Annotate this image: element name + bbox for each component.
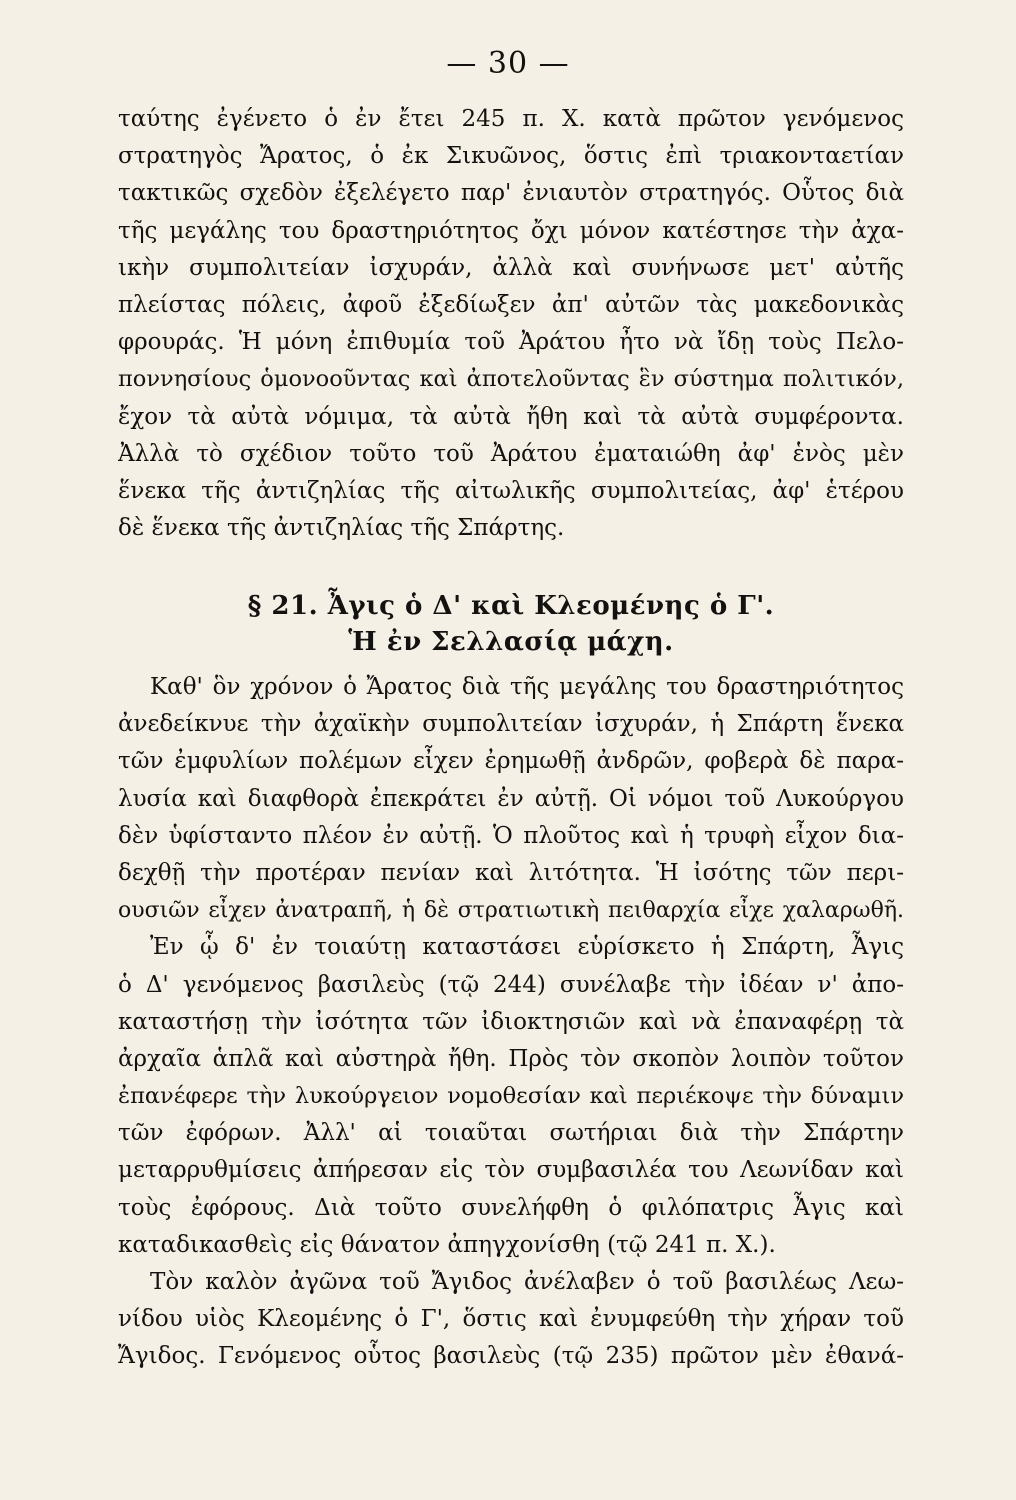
text-line: τακτικῶς σχεδὸν ἐξελέγετο παρ' ἐνιαυτὸν στρατηγός. Οὗτος διὰ [118, 180, 904, 207]
text-line: στρατηγὸς Ἄρατος, ὁ ἐκ Σικυῶνος, ὅστις ἐπὶ τριακονταετίαν [118, 143, 904, 170]
text-line: Καθ' ὃν χρόνον ὁ Ἄρατος διὰ τῆς μεγάλης του δραστηριότητος [150, 674, 904, 700]
text-line: Ἀλλὰ τὸ σχέδιον τοῦτο τοῦ Ἀράτου ἐματαιώθη ἀφ' ἑνὸς μὲν [118, 440, 904, 467]
text-line: Ἐν ᾧ δ' ἐν τοιαύτῃ καταστάσει εὑρίσκετο ἡ Σπάρτη, Ἆγις [150, 934, 904, 961]
section-heading-subtitle: Ἡ ἐν Σελλασίᾳ μάχη. [348, 627, 674, 657]
text-line: δὲν ὑφίσταντο πλέον ἐν αὐτῇ. Ὁ πλοῦτος καὶ ἡ τρυφὴ εἶχον δια- [118, 822, 904, 849]
text-line: ὁ Δ' γενόμενος βασιλεὺς (τῷ 244) συνέλαβε τὴν ἰδέαν ν' ἀπο- [118, 971, 904, 998]
text-line: τοὺς ἐφόρους. Διὰ τοῦτο συνελήφθη ὁ φιλόπατρις Ἆγις καὶ [118, 1194, 904, 1221]
text-line: ἐπανέφερε τὴν λυκούργειον νομοθεσίαν καὶ περιέκοψε τὴν δύναμιν [118, 1083, 904, 1110]
text-line: Ἄγιδος. Γενόμενος οὗτος βασιλεὺς (τῷ 235) πρῶτον μὲν ἐθανά- [118, 1343, 904, 1370]
text-line: νίδου υἱὸς Κλεομένης ὁ Γ', ὅστις καὶ ἐνυμφεύθη τὴν χήραν τοῦ [118, 1306, 904, 1333]
text-line: καταδικασθεὶς εἰς θάνατον ἀπηγχονίσθη (τῷ 241 π. Χ.). [118, 1231, 776, 1258]
text-line: μεταρρυθμίσεις ἀπήρεσαν εἰς τὸν συμβασιλέα του Λεωνίδαν καὶ [118, 1157, 904, 1184]
text-line: ἀρχαῖα ἁπλᾶ καὶ αὐστηρὰ ἤθη. Πρὸς τὸν σκοπὸν λοιπὸν τοῦτον [118, 1045, 904, 1072]
text-line: τῆς μεγάλης του δραστηριότητος ὄχι μόνον κατέστησε τὴν ἀχα- [118, 217, 904, 244]
text-line: καταστήσῃ τὴν ἰσότητα τῶν ἰδιοκτησιῶν καὶ νὰ ἐπαναφέρῃ τὰ [118, 1008, 904, 1035]
text-line: πλείστας πόλεις, ἀφοῦ ἐξεδίωξεν ἀπ' αὐτῶν τὰς μακεδονικὰς [118, 291, 904, 318]
text-line: ἀνεδείκνυε τὴν ἀχαϊκὴν συμπολιτείαν ἰσχυράν, ἡ Σπάρτη ἕνεκα [118, 711, 904, 738]
text-line: ἔχον τὰ αὐτὰ νόμιμα, τὰ αὐτὰ ἤθη καὶ τὰ αὐτὰ συμφέροντα. [118, 403, 904, 430]
page-number: — 30 — [446, 46, 570, 81]
section-heading-title: § 21. Ἆγις ὁ Δ' καὶ Κλεομένης ὁ Γ'. [247, 591, 775, 621]
text-line: ικὴν συμπολιτείαν ἰσχυράν, ἀλλὰ καὶ συνήνωσε μετ' αὐτῆς [118, 254, 904, 281]
text-line: τῶν ἐφόρων. Ἀλλ' αἱ τοιαῦται σωτήριαι διὰ τὴν Σπάρτην [118, 1120, 904, 1147]
text-line: ποννησίους ὁμονοοῦντας καὶ ἀποτελοῦντας ἓν σύστημα πολιτικόν, [118, 366, 904, 393]
text-line: λυσία καὶ διαφθορὰ ἐπεκράτει ἐν αὐτῇ. Οἱ νόμοι τοῦ Λυκούργου [118, 785, 904, 812]
paragraph-aratus [118, 101, 904, 547]
text-line: φρουράς. Ἡ μόνη ἐπιθυμία τοῦ Ἀράτου ἦτο νὰ ἴδῃ τοὺς Πελο- [118, 329, 904, 356]
text-line: Τὸν καλὸν ἀγῶνα τοῦ Ἄγιδος ἀνέλαβεν ὁ τοῦ βασιλέως Λεω- [150, 1269, 904, 1295]
text-line: ἕνεκα τῆς ἀντιζηλίας τῆς αἰτωλικῆς συμπολιτείας, ἀφ' ἑτέρου [118, 477, 904, 504]
section-body [118, 669, 904, 1376]
text-line: δὲ ἕνεκα τῆς ἀντιζηλίας τῆς Σπάρτης. [118, 515, 565, 542]
text-line: δεχθῇ τὴν προτέραν πενίαν καὶ λιτότητα. Ἡ ἰσότης τῶν περι- [118, 859, 904, 886]
text-line: ταύτης ἐγένετο ὁ ἐν ἔτει 245 π. Χ. κατὰ πρῶτον γενόμενος [118, 106, 904, 132]
text-line: τῶν ἐμφυλίων πολέμων εἶχεν ἐρημωθῇ ἀνδρῶν, φοβερὰ δὲ παρα- [118, 748, 904, 775]
text-line: ουσιῶν εἶχεν ἀνατραπῆ, ἡ δὲ στρατιωτικὴ πειθαρχία εἶχε χαλαρωθῆ. [118, 898, 904, 924]
